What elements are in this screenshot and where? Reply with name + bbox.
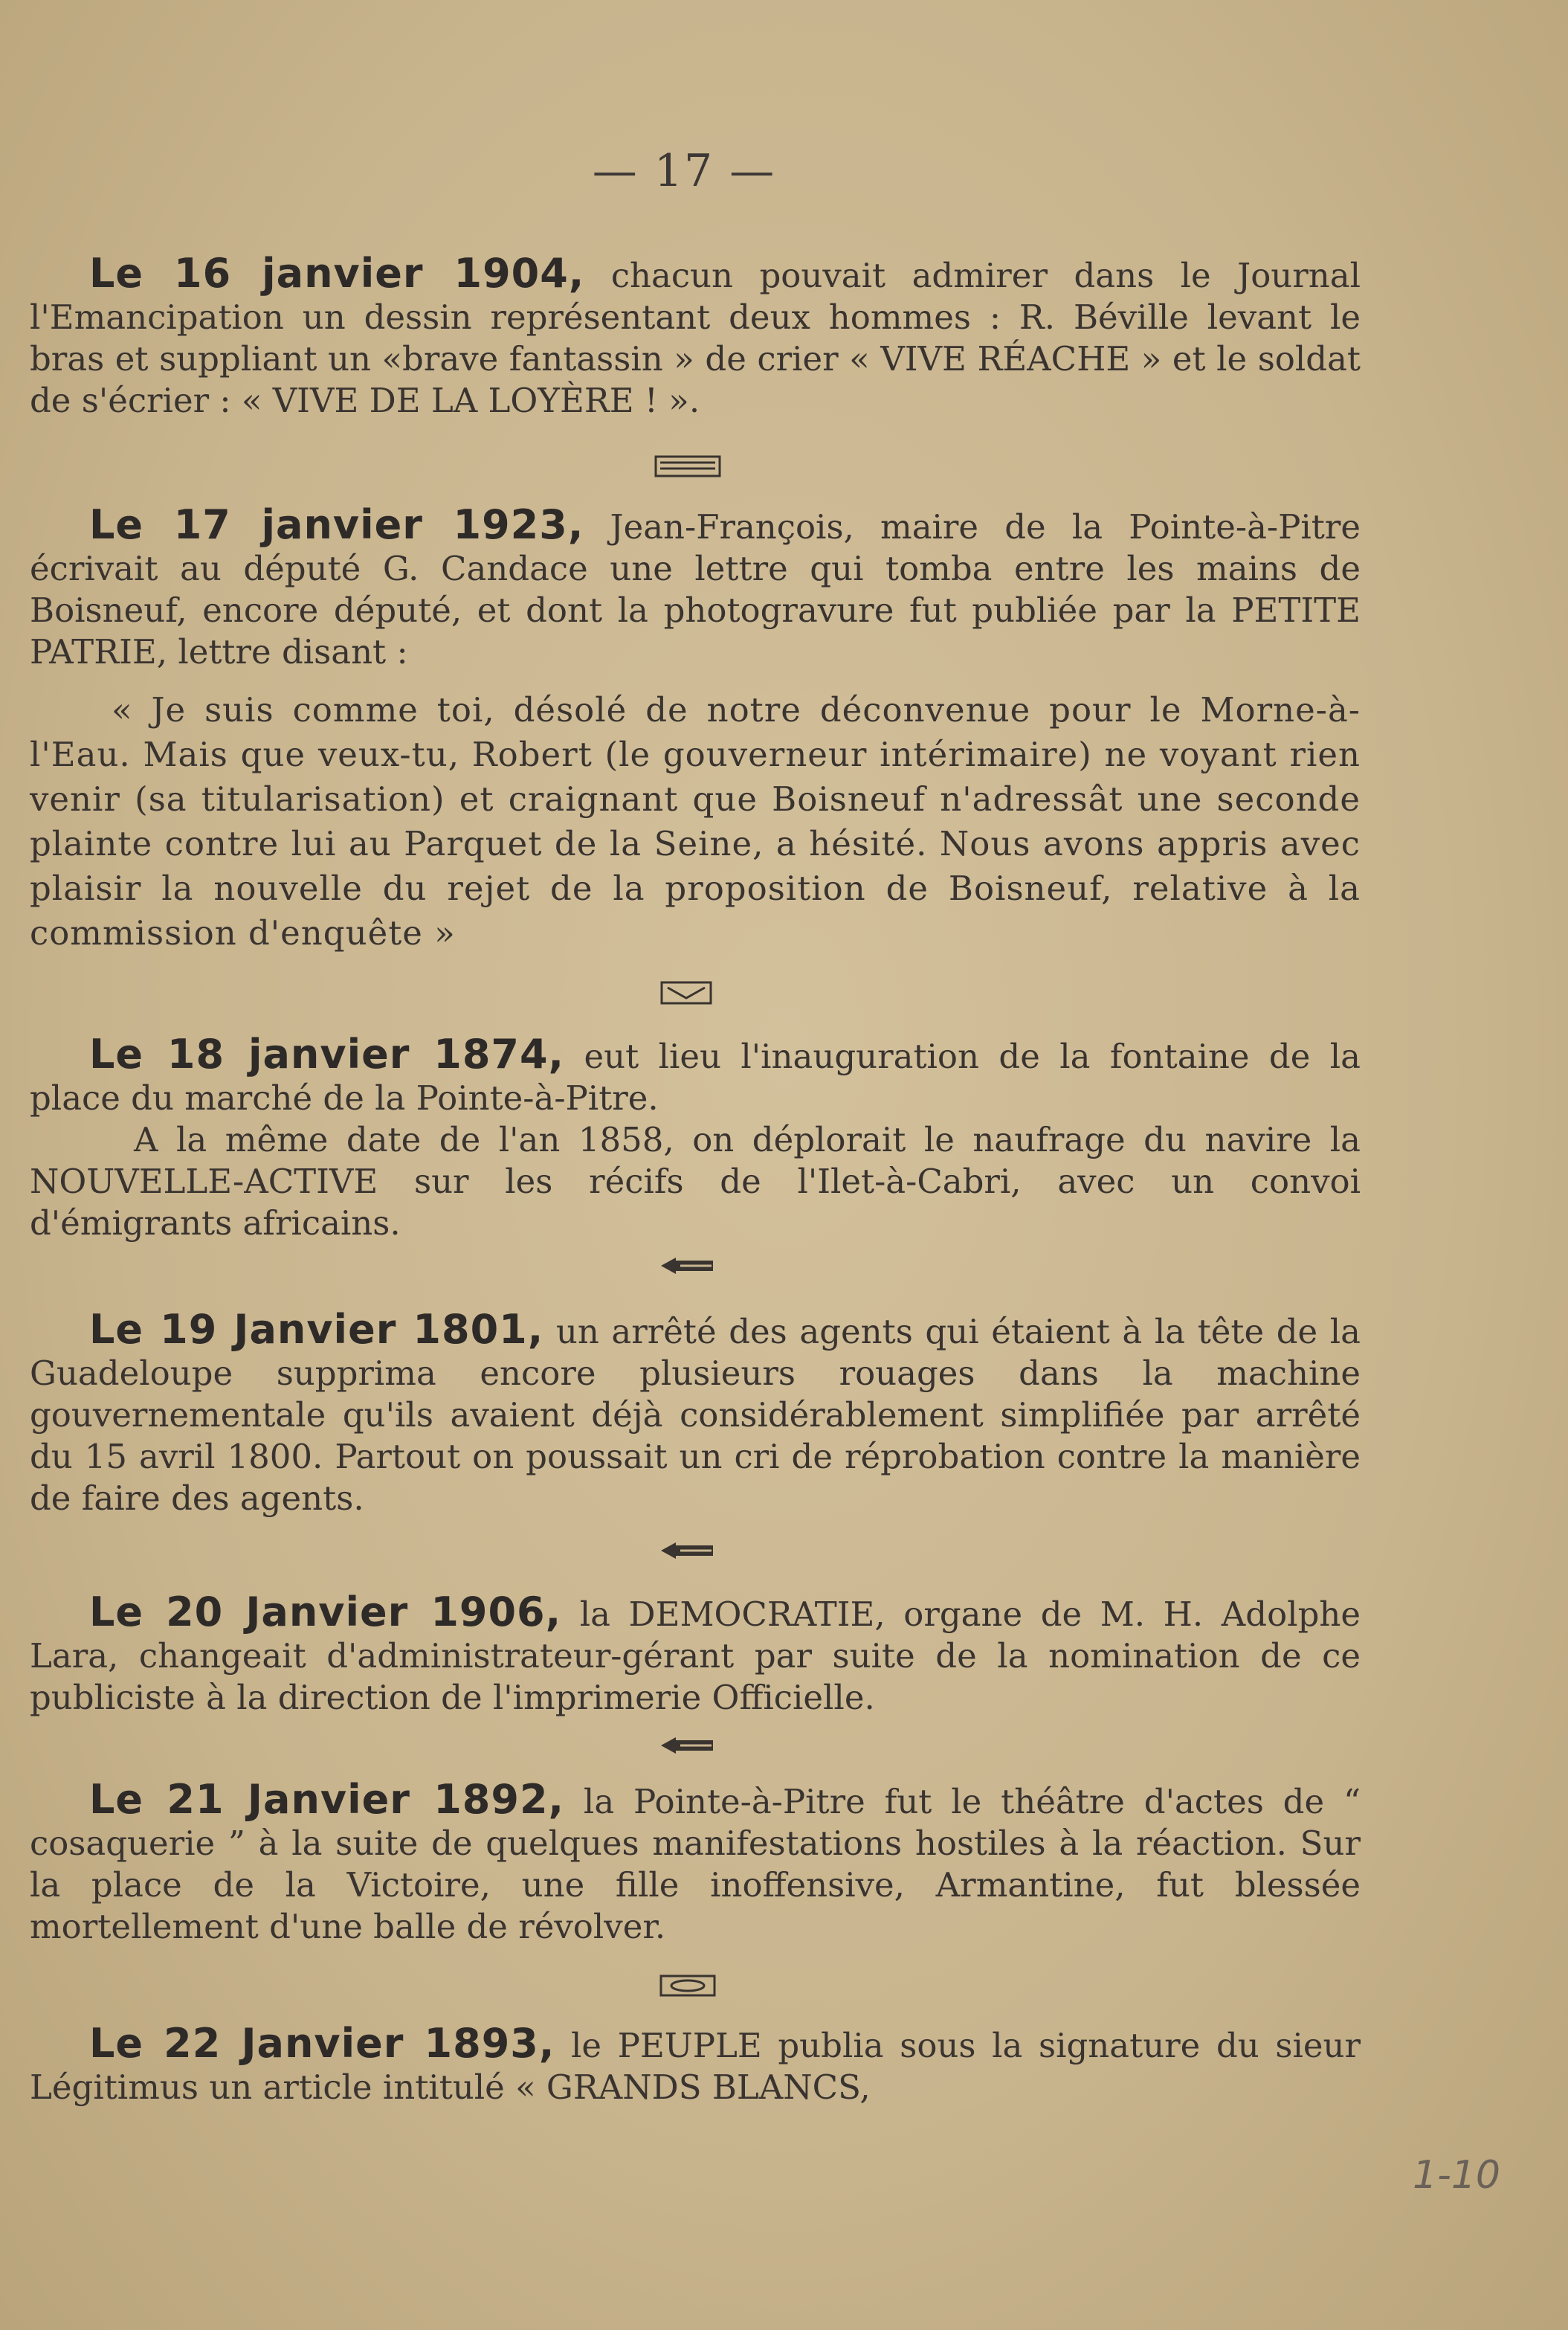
page-number: — 17 — — [592, 145, 776, 197]
entry-20-janvier — [30, 1589, 1361, 1719]
entry-lead: Le 17 janvier 1923, — [89, 501, 584, 548]
entry-18-janvier — [30, 1031, 1361, 1244]
quoted-letter — [30, 688, 1361, 956]
ornament-pointer-icon — [658, 1733, 717, 1758]
entry-text: la DEMOCRATIE, organe de M. H. Adolphe Lara, changeait d'administrateur-gérant par suite de la nomination de ce publiciste à la direction de l'imprimerie Officielle. — [30, 1594, 1361, 1717]
ornament-divider-icon — [659, 1973, 716, 1998]
ornament-pointer-icon — [658, 1538, 717, 1563]
entry-lead: Le 20 Janvier 1906, — [89, 1589, 562, 1635]
ornament-divider-icon — [654, 454, 721, 479]
entry-text: eut lieu l'inauguration de la fontaine de la place du marché de la Pointe-à-Pitre. — [30, 1037, 1361, 1118]
entry-21-janvier — [30, 1776, 1361, 1948]
quote-text: « Je suis comme toi, désolé de notre déconvenue pour le Morne-à-l'Eau. Mais que veux-tu, Robert (le gouverneur intérimaire) ne voyant rien venir (sa titularisation) et craignant que Boisneuf n'adressât une seconde plainte contre lui au Parquet de la Seine, a hésité. Nous avons appris avec plaisir la nouvelle du rejet de la proposition de Boisneuf, relative à la commission d'enquête » — [30, 690, 1361, 953]
ornament-pointer-icon — [658, 1253, 717, 1278]
entry-19-janvier — [30, 1306, 1361, 1519]
entry-lead: Le 18 janvier 1874, — [89, 1031, 565, 1078]
entry-text-second-paragraph: A la même date de l'an 1858, on déplorait le naufrage du navire la NOUVELLE-ACTIVE sur les récifs de l'Ilet-à-Cabri, avec un convoi d'émigrants africains. — [30, 1120, 1361, 1243]
handwritten-note: 1-10 — [1413, 2153, 1501, 2198]
entry-text: le PEUPLE publia sous la signature du sieur Légitimus un article intitulé « GRANDS BLANCS, — [30, 2026, 1361, 2107]
entry-17-janvier — [30, 501, 1361, 673]
entry-16-janvier — [30, 250, 1361, 422]
entry-lead: Le 22 Janvier 1893, — [89, 2020, 555, 2067]
entry-lead: Le 21 Janvier 1892, — [89, 1776, 565, 1823]
entry-text: chacun pouvait admirer dans le Journal l'Emancipation un dessin représentant deux hommes : R. Béville levant le bras et suppliant un «brave fantassin » de crier « VIVE RÉACHE » et le soldat de s'écrier : « VIVE DE LA LOYÈRE ! ». — [30, 256, 1361, 420]
entry-lead: Le 19 Janvier 1801, — [89, 1306, 544, 1353]
entry-text: la Pointe-à-Pitre fut le théâtre d'actes de “ cosaquerie ” à la suite de quelques manifestations hostiles à la réaction. Sur la place de la Victoire, une fille inoffensive, Armantine, fut blessée mortellement d'une balle de révolver. — [30, 1782, 1361, 1946]
entry-lead: Le 16 janvier 1904, — [89, 250, 585, 297]
entry-22-janvier — [30, 2020, 1361, 2108]
entry-text: Jean-François, maire de la Pointe-à-Pitre écrivait au député G. Candace une lettre qui tomba entre les mains de Boisneuf, encore député, et dont la photogravure fut publiée par la PETITE PATRIE, lettre disant : — [30, 507, 1361, 672]
entry-text: un arrêté des agents qui étaient à la tête de la Guadeloupe supprima encore plusieurs rouages dans la machine gouvernementale qu'ils avaient déjà considérablement simplifiée par arrêté du 15 avril 1800. Partout on poussait un cri de réprobation contre la manière de faire des agents. — [30, 1312, 1361, 1518]
ornament-divider-icon — [660, 980, 712, 1005]
